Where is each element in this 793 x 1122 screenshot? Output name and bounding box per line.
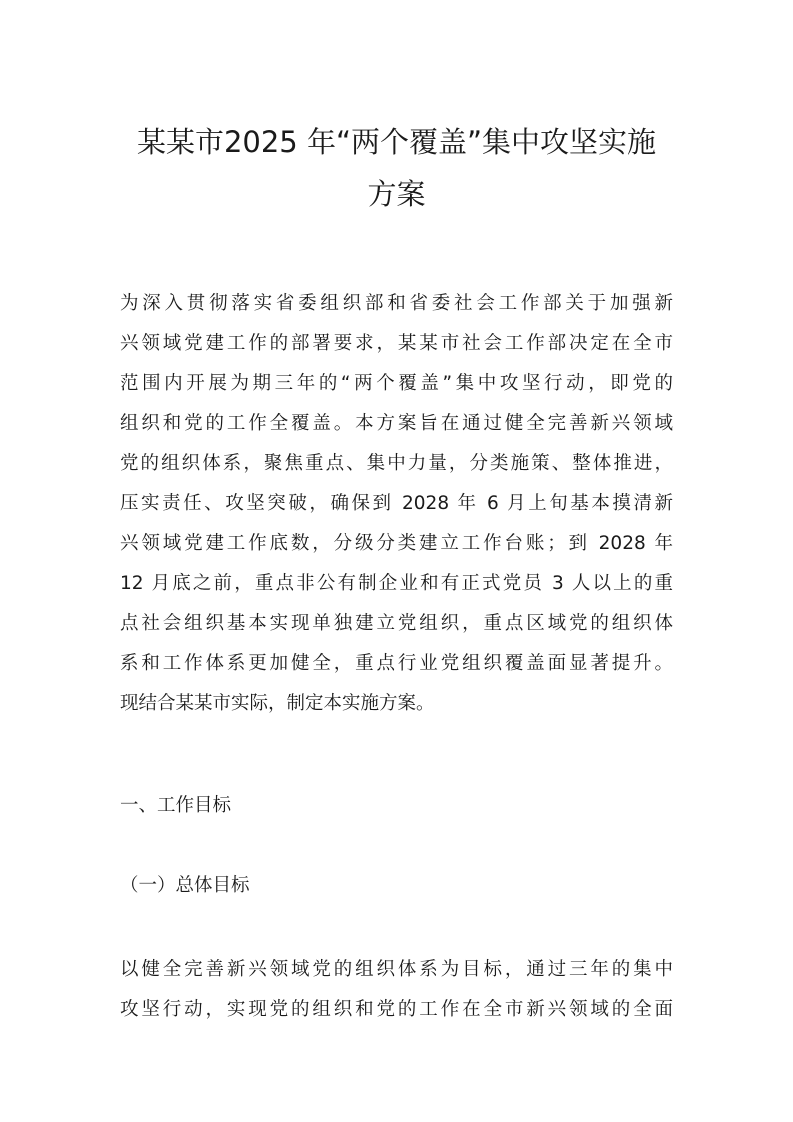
paragraph-line: 兴领域党建工作的部署要求，某某市社会工作部决定在全市 bbox=[120, 333, 673, 354]
paragraph-line: 攻坚行动，实现党的组织和党的工作在全市新兴领域的全面 bbox=[120, 999, 673, 1020]
paragraph-line: 组织和党的工作全覆盖。本方案旨在通过健全完善新兴领域 bbox=[120, 413, 673, 434]
paragraph-line: 为深入贯彻落实省委组织部和省委社会工作部关于加强新 bbox=[120, 293, 673, 314]
intro-paragraph bbox=[120, 284, 673, 724]
paragraph-line: 系和工作体系更加健全，重点行业党组织覆盖面显著提升。 bbox=[120, 653, 673, 674]
subsection-heading: （一）总体目标 bbox=[120, 875, 250, 896]
paragraph-line: 党的组织体系，聚焦重点、集中力量，分类施策、整体推进， bbox=[120, 453, 673, 474]
paragraph-line: 范围内开展为期三年的“两个覆盖”集中攻坚行动，即党的 bbox=[120, 373, 673, 394]
paragraph-line: 12 月底之前，重点非公有制企业和有正式党员 3 人以上的重 bbox=[120, 573, 673, 594]
section-heading: 一、工作目标 bbox=[120, 795, 232, 816]
paragraph-line: 点社会组织基本实现单独建立党组织，重点区域党的组织体 bbox=[120, 613, 673, 634]
title-line-1: 某某市2025 年“两个覆盖”集中攻坚实施 bbox=[136, 125, 657, 159]
paragraph-line: 以健全完善新兴领域党的组织体系为目标，通过三年的集中 bbox=[120, 959, 673, 980]
paragraph-line: 兴领域党建工作底数，分级分类建立工作台账；到 2028 年 bbox=[120, 533, 673, 554]
goal-paragraph bbox=[120, 950, 673, 1030]
paragraph-line: 现结合某某市实际，制定本实施方案。 bbox=[120, 693, 435, 714]
document-title bbox=[110, 116, 683, 220]
title-line-2: 方案 bbox=[367, 177, 426, 211]
paragraph-line: 压实责任、攻坚突破，确保到 2028 年 6 月上旬基本摸清新 bbox=[120, 493, 673, 514]
